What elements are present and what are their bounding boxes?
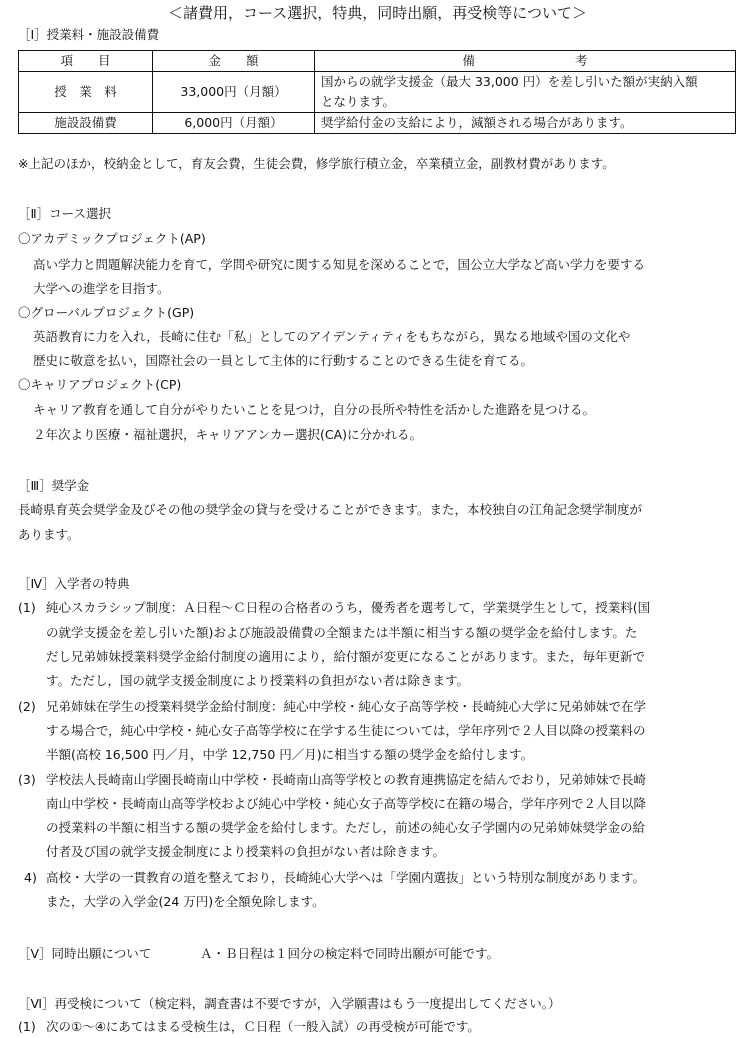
section-heading-retake: ［Ⅵ］再受検について（検定料，調査書は不要ですが，入学願書はもう一度提出してください。） (18, 996, 561, 1011)
section-heading-fees: ［Ⅰ］授業料・施設設備費 (18, 27, 160, 42)
course-desc-line: 歴史に敬意を払い，国際社会の一員として主体的に行動することのできる生徒を育てる。 (33, 353, 534, 368)
fees-table (18, 50, 736, 134)
benefit-number: 4) (24, 870, 37, 885)
section-heading-scholarship: ［Ⅲ］奨学金 (18, 478, 90, 493)
benefit-line: また，大学の入学金(24 万円)を全額免除します。 (46, 894, 325, 909)
table-row (19, 72, 736, 113)
table-header-amount: 金 額 (153, 51, 315, 72)
benefit-line: 半額(高校 16,500 円／月，中学 12,750 円／月)に相当する額の奨学金を給付します。 (46, 747, 534, 762)
table-header-row (19, 51, 736, 72)
scholarship-line: 長崎県育英会奨学金及びその他の奨学金の貸与を受けることができます。また，本校独自の江角記念奨学制度が (18, 502, 643, 517)
section-heading-simultaneous: ［Ⅴ］同時出願について (18, 946, 152, 961)
table-cell-note (315, 72, 736, 113)
note-line: 国からの就学支援金（最大 33,000 円）を差し引いた額が実納入額 (321, 74, 698, 89)
table-cell-amount: 6,000円（月額） (153, 113, 315, 134)
scholarship-line: あります。 (18, 527, 80, 542)
section-heading-courses: ［Ⅱ］コース選択 (18, 206, 112, 221)
benefit-line: す。ただし，国の就学支援金制度により授業料の負担がない者は除きます。 (46, 673, 470, 688)
course-name-cp: 〇キャリアプロジェクト(CP) (18, 377, 182, 392)
course-desc-line: 高い学力と問題解決能力を育て，学問や研究に関する知見を深めることで，国公立大学など高い学力を要する (33, 257, 646, 272)
benefit-number: (3) (18, 772, 36, 787)
course-desc-line: キャリア教育を通して自分がやりたいことを見つけ，自分の長所や特性を活かした進路を見つける。 (33, 402, 596, 417)
course-name-ap: 〇アカデミックプロジェクト(AP) (18, 231, 206, 246)
benefit-line: の就学支援金を差し引いた額)および施設設備費の全額または半額に相当する額の奨学金を給付します。た (46, 625, 638, 640)
benefit-line: する場合で，純心中学校・純心女子高等学校に在学する生徒については，学年序列で２人目以降の授業料の (46, 723, 646, 738)
table-header-item: 項 目 (19, 51, 153, 72)
course-desc-line: 英語教育に力を入れ，長崎に住む「私」としてのアイデンティティをもちながら，異なる地域や国の文化や (33, 329, 631, 344)
benefit-line: の授業料の半額に相当する額の奨学金を給付します。ただし，前述の純心女子学園内の兄弟姉妹奨学金の給 (46, 820, 646, 835)
benefit-line: 兄弟姉妹在学生の授業料奨学金給付制度：純心中学校・純心女子高等学校・長崎純心大学に兄弟姉妹で在学 (46, 699, 647, 714)
table-cell-item: 施設設備費 (19, 113, 153, 134)
benefit-line: 高校・大学の一貫教育の道を整えており，長崎純心大学へは「学園内選抜」という特別な制度があります。 (46, 870, 646, 885)
benefit-line: 付者及び国の就学支援金制度により授業料の負担がない者は除きます。 (46, 844, 446, 859)
course-name-gp: 〇グローバルプロジェクト(GP) (18, 305, 195, 320)
benefit-number: (2) (18, 699, 36, 714)
note-line: となります。 (321, 94, 396, 109)
section-heading-benefits: ［Ⅳ］入学者の特典 (18, 576, 130, 591)
table-cell-item: 授 業 料 (19, 72, 153, 113)
retake-number: (1) (18, 1019, 36, 1034)
page-title: ＜諸費用，コース選択，特典，同時出願，再受検等について＞ (168, 4, 587, 22)
table-cell-amount: 33,000円（月額） (153, 72, 315, 113)
course-desc-line: 大学への進学を目指す。 (33, 281, 170, 296)
benefit-line: だし兄弟姉妹授業料奨学金給付制度の適用により，給付額が変更になることがあります。また，毎年更新で (46, 649, 646, 664)
table-cell-note: 奨学給付金の支給により，減額される場合があります。 (315, 113, 736, 134)
retake-text: 次の①～④にあてはまる受検生は，Ｃ日程（一般入試）の再受検が可能です。 (46, 1019, 480, 1034)
benefit-line: 南山中学校・長崎南山高等学校および純心中学校・純心女子高等学校に在籍の場合，学年序列で２人目以降 (46, 796, 647, 811)
table-header-note: 備 考 (315, 51, 736, 72)
benefit-number: (1) (18, 600, 36, 615)
benefit-line: 学校法人長崎南山学園長崎南山中学校・長崎南山高等学校との教育連携協定を結んでおり，兄弟姉妹で長崎 (46, 772, 647, 787)
course-desc-line: ２年次より医療・福祉選択，キャリアアンカー選択(CA)に分かれる。 (33, 427, 423, 442)
simultaneous-text: Ａ・Ｂ日程は１回分の検定料で同時出願が可能です。 (200, 946, 500, 961)
table-row (19, 113, 736, 134)
fees-footnote: ※上記のほか，校納金として，育友会費，生徒会費，修学旅行積立金，卒業積立金，副教材費があります。 (18, 156, 615, 171)
benefit-line: 純心スカラシップ制度：Ａ日程～Ｃ日程の合格者のうち，優秀者を選考して，学業奨学生として，授業料(国 (46, 600, 651, 615)
